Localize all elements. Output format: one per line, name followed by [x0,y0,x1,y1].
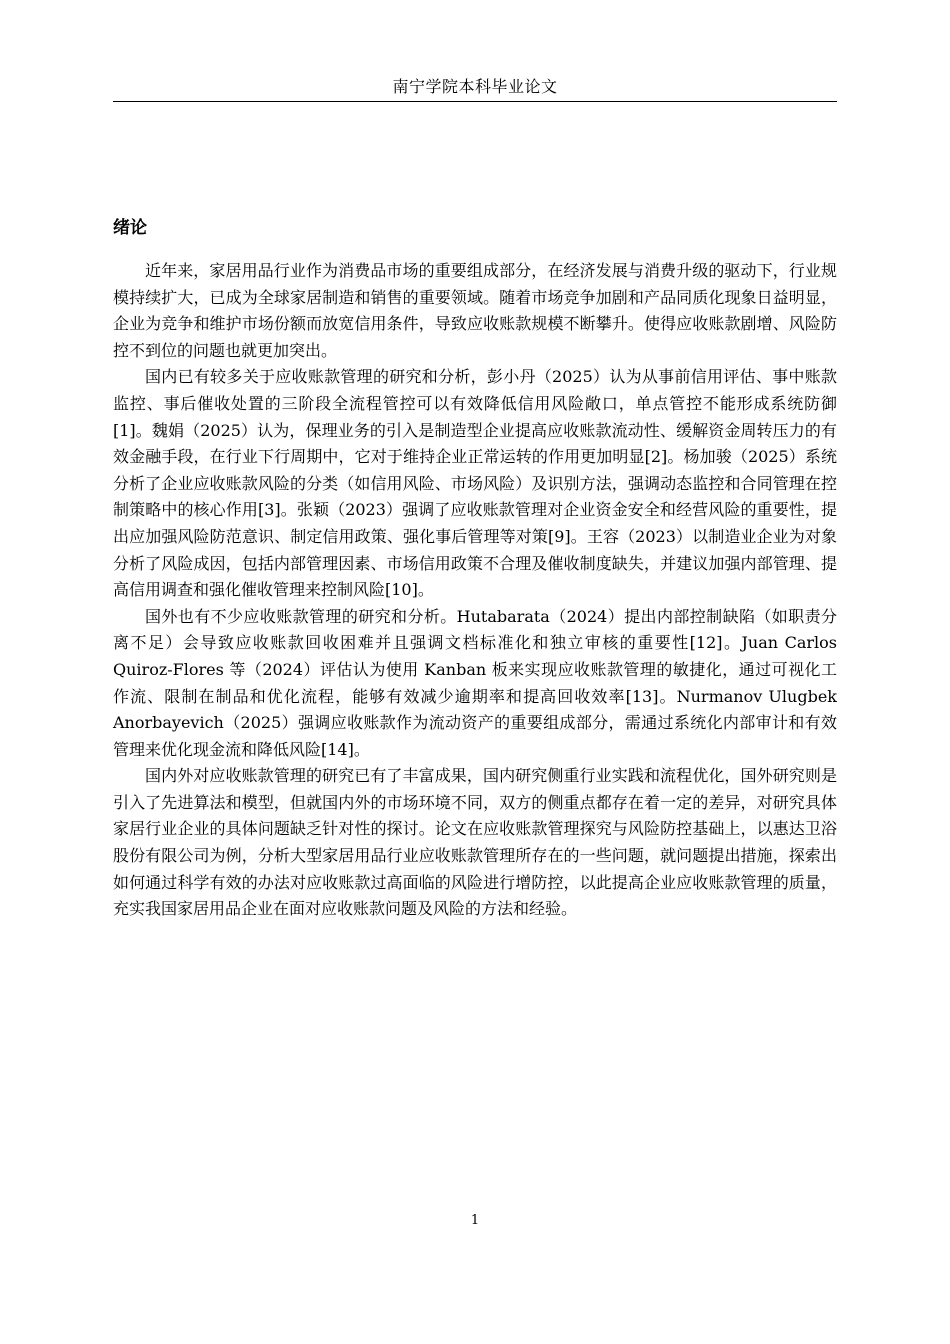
header-divider [113,101,837,102]
paragraph: 近年来，家居用品行业作为消费品市场的重要组成部分，在经济发展与消费升级的驱动下，行业规模持续扩大，已成为全球家居制造和销售的重要领域。随着市场竞争加剧和产品同质化现象日益明显，企业为竞争和维护市场份额而放宽信用条件，导致应收账款规模不断攀升。使得应收账款剧增、风险防控不到位的问题也就更加突出。 [113,261,837,360]
body-text [113,258,837,923]
paragraph: 国内已有较多关于应收账款管理的研究和分析，彭小丹（2025）认为从事前信用评估、事中账款监控、事后催收处置的三阶段全流程管控可以有效降低信用风险敞口，单点管控不能形成系统防御[1]。魏娟（2025）认为，保理业务的引入是制造型企业提高应收账款流动性、缓解资金周转压力的有效金融手段，在行业下行周期中，它对于维持企业正常运转的作用更加明显[2]。杨加骏（2025）系统分析了企业应收账款风险的分类（如信用风险、市场风险）及识别方法，强调动态监控和合同管理在控制策略中的核心作用[3]。张颖（2023）强调了应收账款管理对企业资金安全和经营风险的重要性，提出应加强风险防范意识、制定信用政策、强化事后管理等对策[9]。王容（2023）以制造业企业为对象分析了风险成因，包括内部管理因素、市场信用政策不合理及催收制度缺失，并建议加强内部管理、提高信用调查和强化催收管理来控制风险[10]。 [113,367,837,600]
page-number: 1 [470,1213,480,1228]
page-header-title: 南宁学院本科毕业论文 [392,77,558,96]
section-title: 绪论 [113,218,147,238]
paragraph: 国内外对应收账款管理的研究已有了丰富成果，国内研究侧重行业实践和流程优化，国外研究则是引入了先进算法和模型，但就国内外的市场环境不同，双方的侧重点都存在着一定的差异，对研究具体家居行业企业的具体问题缺乏针对性的探讨。论文在应收账款管理探究与风险防控基础上，以惠达卫浴股份有限公司为例，分析大型家居用品行业应收账款管理所存在的一些问题，就问题提出措施，探索出如何通过科学有效的办法对应收账款过高面临的风险进行增防控，以此提高企业应收账款管理的质量，充实我国家居用品企业在面对应收账款问题及风险的方法和经验。 [113,766,837,919]
paragraph: 国外也有不少应收账款管理的研究和分析。Hutabarata（2024）提出内部控制缺陷（如职责分离不足）会导致应收账款回收困难并且强调文档标准化和独立审核的重要性[12]。Juan Carlos Quiroz-Flores 等（2024）评估认为使用 Kanban 板来实现应收账款管理的敏捷化，通过可视化工作流、限制在制品和优化流程，能够有效减少逾期率和提高回收效率[13]。Nurmanov Ulugbek Anorbayevich（2025）强调应收账款作为流动资产的重要组成部分，需通过系统化内部审计和有效管理来优化现金流和降低风险[14]。 [113,606,837,759]
